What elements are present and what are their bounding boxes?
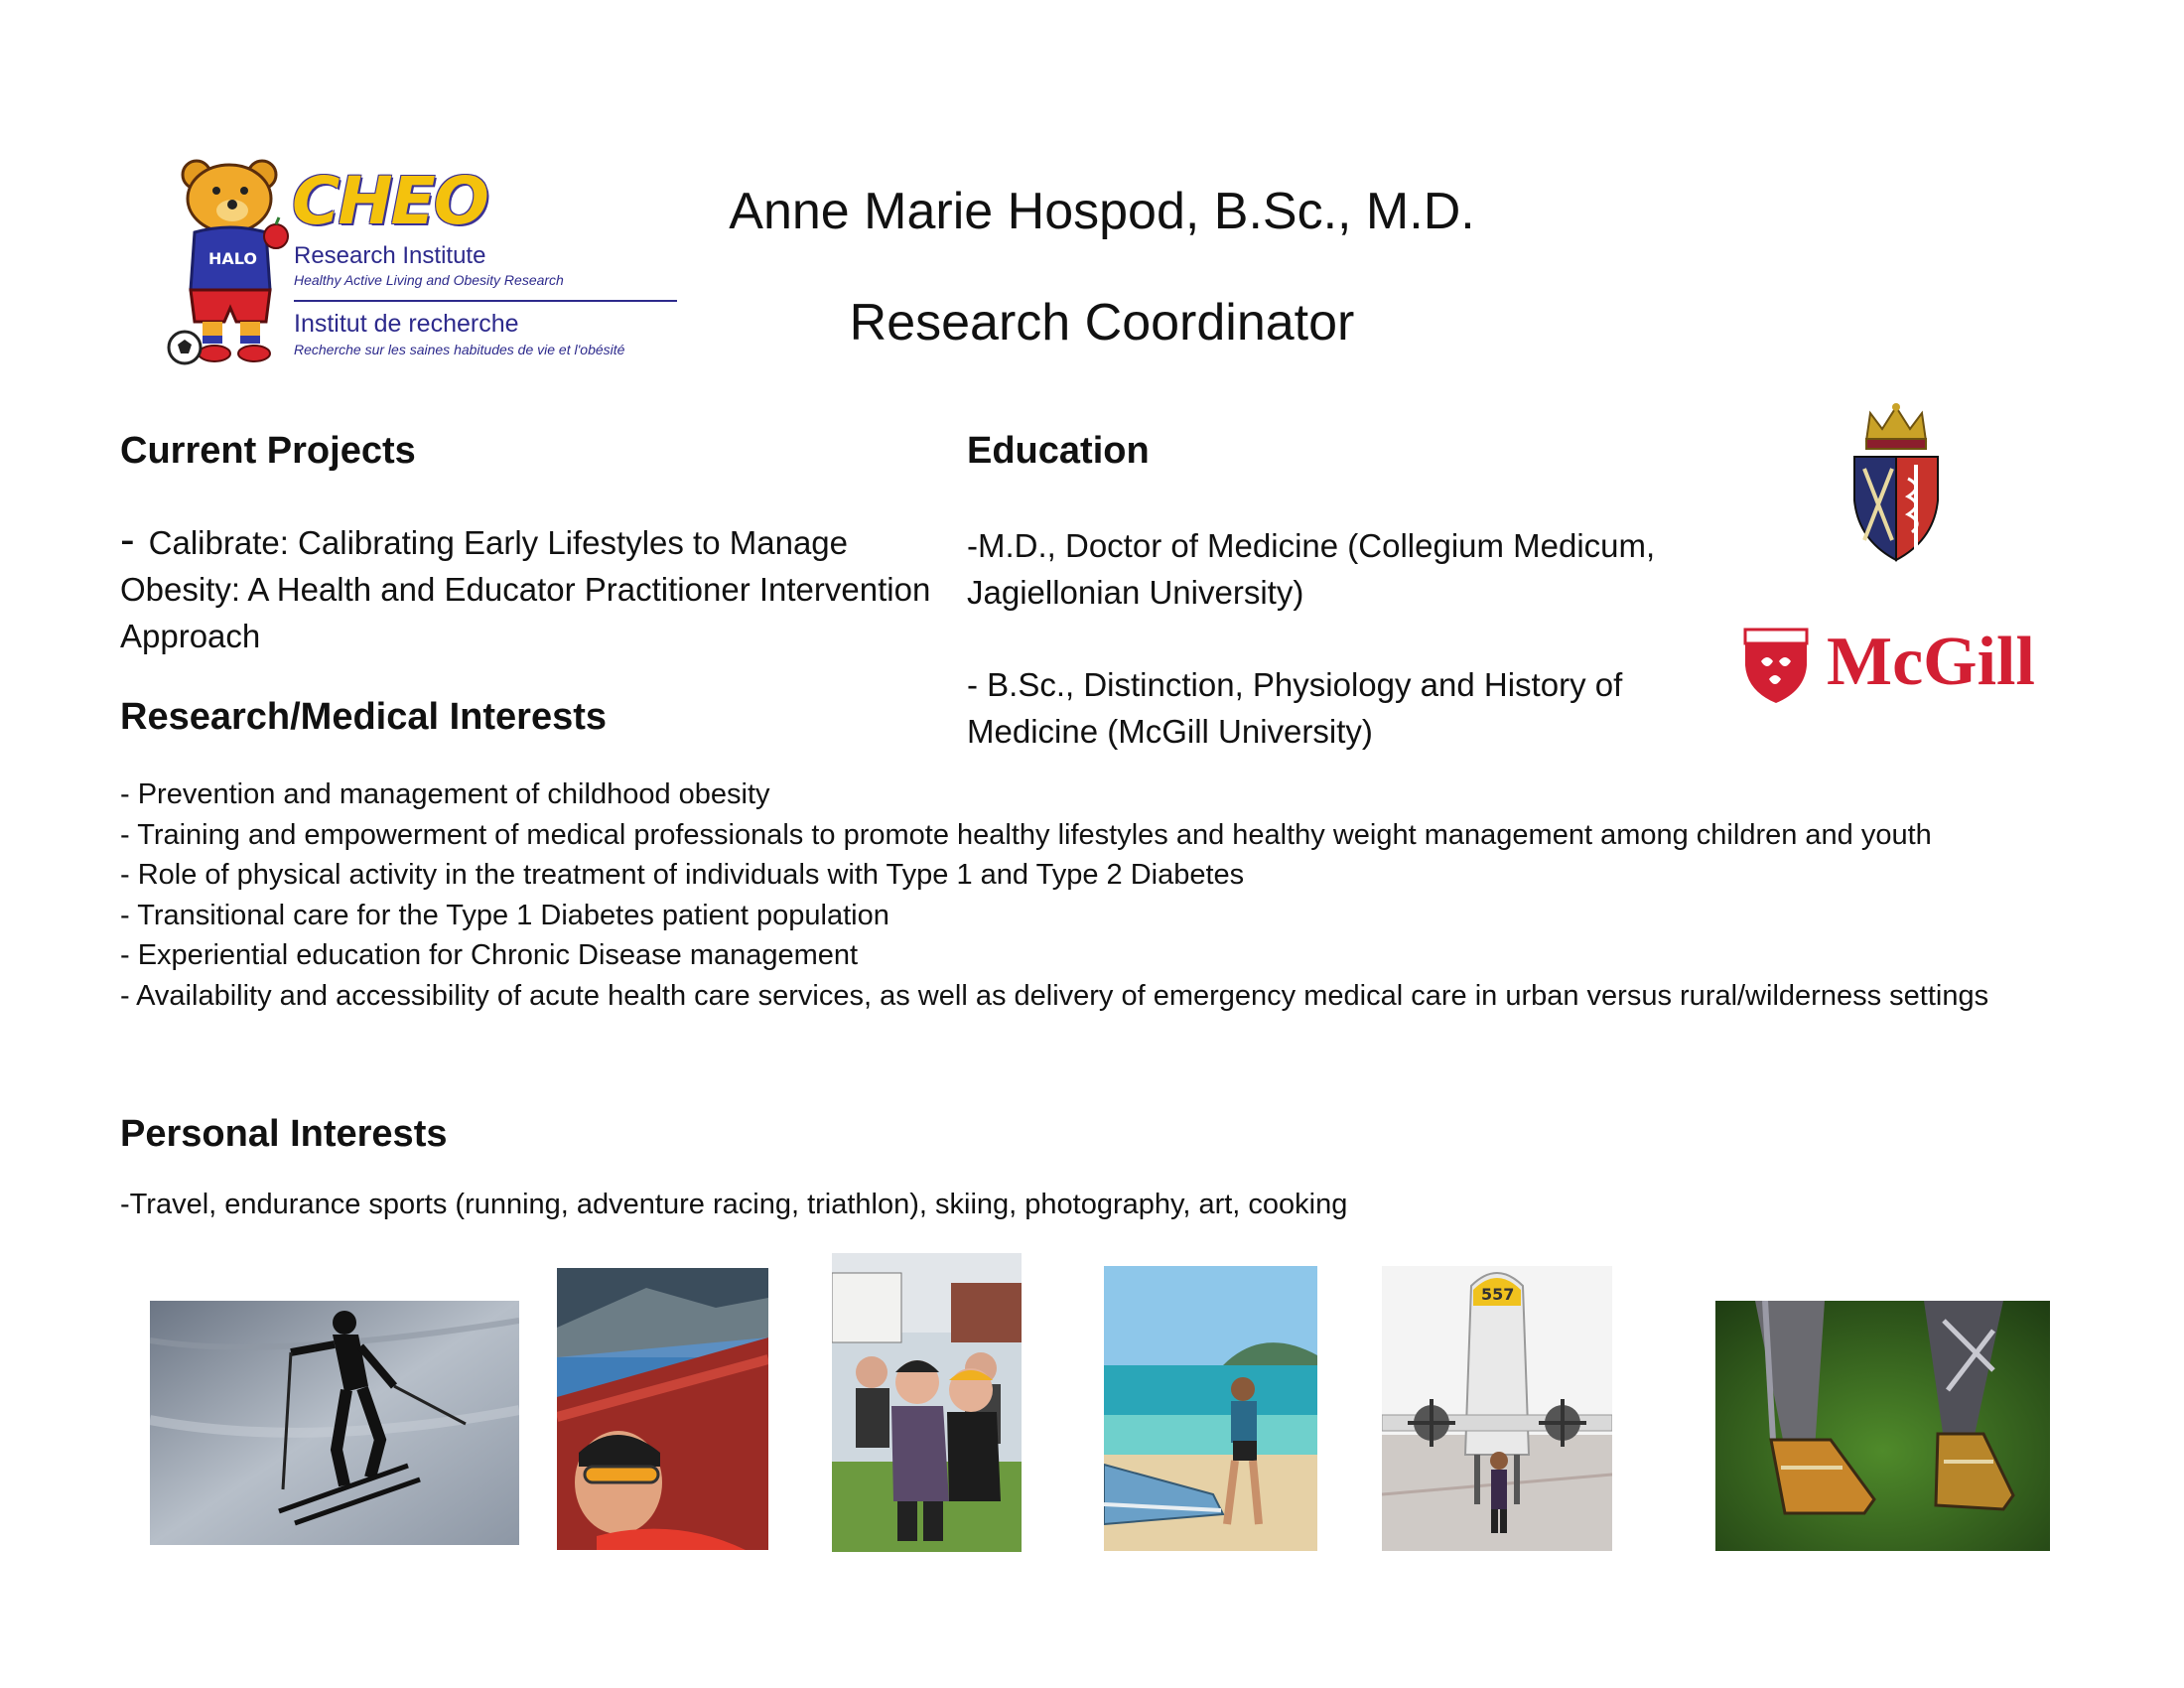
education-heading: Education <box>967 430 1150 472</box>
education-item-md: -M.D., Doctor of Medicine (Collegium Medicum, Jagiellonian University) <box>967 527 1656 611</box>
trail-shoes-photo <box>1715 1301 2050 1551</box>
mcgill-shield-icon <box>1741 626 1811 705</box>
cheo-research-institute-logo <box>167 151 683 367</box>
list-item: - Role of physical activity in the treatment of individuals with Type 1 and Type 2 Diabetes <box>120 859 1245 891</box>
skiing-photo <box>150 1301 519 1545</box>
mcgill-university-logo <box>1741 624 2069 707</box>
beach-photo <box>1104 1266 1317 1551</box>
project-text: Calibrate: Calibrating Early Lifestyles to Manage Obesity: A Health and Educator Practitioner Intervention Approach <box>120 524 931 654</box>
kayak-selfie-photo <box>557 1268 768 1550</box>
cheo-wordmark: CHEO <box>292 163 487 239</box>
list-item: - Transitional care for the Type 1 Diabetes patient population <box>120 899 889 931</box>
person-name: Anne Marie Hospod, B.Sc., M.D. <box>729 183 1475 240</box>
list-item: - Training and empowerment of medical professionals to promote healthy lifestyles and healthy weight management among children and youth <box>120 818 1932 851</box>
list-item: - Availability and accessibility of acute health care services, as well as delivery of emergency medical care in urban versus rural/wilderness settings <box>120 979 1989 1012</box>
cheo-logo-line-3: Institut de recherche <box>294 310 519 338</box>
current-project-item <box>120 516 934 659</box>
education-item-bsc: - B.Sc., Distinction, Physiology and History of Medicine (McGill University) <box>967 666 1623 750</box>
person-role: Research Coordinator <box>849 294 1355 352</box>
cheo-logo-line-2: Healthy Active Living and Obesity Research <box>294 272 564 288</box>
mcgill-wordmark: McGill <box>1827 624 2035 700</box>
cheo-logo-line-4: Recherche sur les saines habitudes de vie et l'obésité <box>294 342 625 357</box>
cheo-logo-divider <box>294 300 677 302</box>
plane-nose-number: 557 <box>1481 1285 1515 1304</box>
personal-interests-text: -Travel, endurance sports (running, adventure racing, triathlon), skiing, photography, art, cooking <box>120 1189 1348 1220</box>
halo-bear-mascot-icon <box>167 151 296 367</box>
adventure-race-photo <box>832 1253 1022 1552</box>
research-interests-heading: Research/Medical Interests <box>120 696 608 738</box>
svg-text:HALO: HALO <box>208 249 257 268</box>
research-interests-list <box>120 774 2046 1016</box>
project-bullet: - <box>120 515 135 564</box>
list-item: - Prevention and management of childhood obesity <box>120 778 770 810</box>
cheo-logo-line-1: Research Institute <box>294 242 486 269</box>
current-projects-heading: Current Projects <box>120 430 416 472</box>
airplane-photo <box>1382 1266 1612 1551</box>
list-item: - Experiential education for Chronic Disease management <box>120 939 859 971</box>
personal-interests-heading: Personal Interests <box>120 1113 448 1155</box>
collegium-medicum-crest-icon <box>1837 401 1956 568</box>
